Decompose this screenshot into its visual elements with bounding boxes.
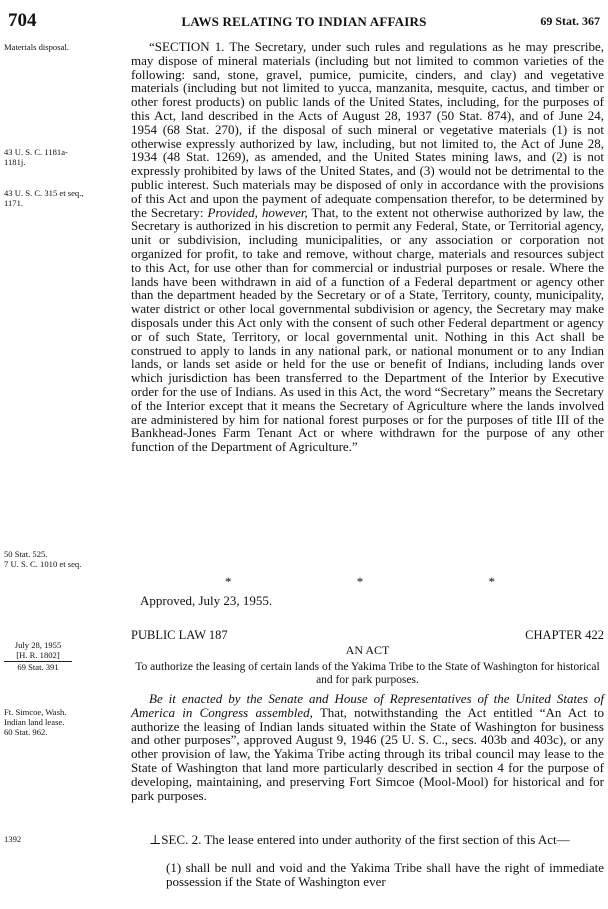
stat-citation: 69 Stat. 391 bbox=[17, 662, 59, 672]
margin-note-ft-simcoe bbox=[4, 707, 122, 737]
public-law-number: PUBLIC LAW 187 bbox=[131, 628, 228, 642]
enacting-section bbox=[131, 692, 604, 802]
act-purpose: To authorize the leasing of certain lands of the Yakima Tribe to the State of Washington for historical and for park purposes. bbox=[135, 661, 600, 686]
margin-note-stat-525: 50 Stat. 525. bbox=[4, 549, 48, 559]
margin-note-line: Ft. Simcoe, Wash. bbox=[4, 707, 67, 717]
provided-however: Provided, however, bbox=[207, 204, 308, 220]
margin-note-line: 60 Stat. 962. bbox=[4, 727, 48, 737]
enacting-clause: Be it enacted by the Senate and House of Representatives of the United States of America in Congress assembled, bbox=[131, 691, 604, 720]
margin-note-materials-disposal: Materials disposal. bbox=[4, 42, 69, 52]
section-separator-stars bbox=[225, 574, 495, 590]
margin-note-line: 43 U. S. C. 315 et seq., bbox=[4, 188, 84, 198]
page-header bbox=[0, 10, 608, 32]
chapter-number: CHAPTER 422 bbox=[525, 628, 604, 642]
bill-number: [H. R. 1802] bbox=[16, 649, 60, 660]
star: * bbox=[225, 574, 232, 589]
section-1 bbox=[131, 40, 604, 454]
enacting-body: That, notwithstanding the Act entitled “An Act to authorize the leasing of Indian lands situated within the State of Washington for business and other purposes”, approved August 9, 1946 (25 U. S. C., secs. 403b and 403c), or any other provision of law, the Yakima Tribe acting through its tribal council may lease to the State of Washington that land more particularly described in section 4 for the purpose of developing, maintaining, and preserving Fort Simcoe (Mool-Mool) for historical and for park purposes. bbox=[131, 704, 605, 803]
section-1-text-a: “SECTION 1. The Secretary, under such rules and regulations as he may prescribe, may dispose of mineral materials (including but not limited to common varieties of the following: sand, stone, gravel, pumice, pumicite, cinders, and clay) and vegetative materials (including but not limited to yucca, manzanita, mesquite, cactus, and timber or other forest products) on public lands of the United States, including, for the purposes of this Act, land described in the Acts of August 28, 1937 (50 Stat. 874), and of June 24, 1954 (68 Stat. 270), if the disposal of such mineral or vegetative materials (1) is not otherwise expressly authorized by law, including, but not limited to, the Act of June 28, 1934 (48 Stat. 1269), as amended, and the United States mining laws, and (2) is not expressly prohibited by laws of the United States, and (3) would not be detrimental to the public interest. Such materials may be disposed of only in accordance with the provisions of this Act and upon the payment of adequate compensation therefor, to be determined by the Secretary: bbox=[131, 39, 604, 220]
margin-note-line: 1181j. bbox=[4, 157, 26, 167]
approved-line: Approved, July 23, 1955. bbox=[140, 593, 273, 608]
margin-note-page-1392: 1392 bbox=[4, 834, 22, 844]
enactment-date: July 28, 1955 bbox=[14, 640, 62, 650]
margin-note-usc-315 bbox=[4, 188, 122, 208]
margin-note-usc-1010: 7 U. S. C. 1010 et seq. bbox=[4, 559, 82, 569]
section-1-text bbox=[131, 40, 604, 454]
margin-note-line: 43 U. S. C. 1181a- bbox=[4, 147, 68, 157]
margin-note-line: Indian land lease. bbox=[4, 717, 65, 727]
enacting-text bbox=[131, 692, 604, 802]
section-2 bbox=[131, 833, 604, 847]
section-1-text-b: That, to the extent not otherwise authorized by law, the Secretary is authorized in his discretion to permit any Federal, State, or Territorial agency, unit or subdivision, including municipalities, or any association or corporation not organized for profit, to take and remove, without charge, materials and resources subject to this Act, for use other than for commercial or industrial purposes or resale. Where the lands have been withdrawn in aid of a function of a Federal department or agency other than the department headed by the Secretary or of a State, Territory, county, municipality, water district or other local governmental subdivision or agency, the Secretary may make disposals under this Act only with the consent of such other Federal department or agency or of such State, Territory, or local governmental unit. Nothing in this Act shall be construed to apply to lands in any national park, or national monument or to any Indian lands, or lands set aside or held for the use or benefit of Indians, including lands over which jurisdiction has been transferred to the Department of the Interior by Executive order for the use of Indians. As used in this Act, the word “Secretary” means the Secretary of the Interior except that it means the Secretary of Agriculture where the lands involved are administered by him for national forest purposes or for the purposes of title III of the Bankhead-Jones Farm Tenant Act or where withdrawn for the purpose of any other function of the Department of Agriculture.” bbox=[131, 204, 604, 455]
clause-1 bbox=[166, 861, 604, 889]
enactment-date-box bbox=[4, 641, 72, 673]
an-act-heading: AN ACT bbox=[345, 643, 390, 657]
page-number: 704 bbox=[8, 10, 37, 31]
running-head: LAWS RELATING TO INDIAN AFFAIRS bbox=[181, 14, 427, 29]
clause-1-text: (1) shall be null and void and the Yakima Tribe shall have the right of immediate possession if the State of Washington ever bbox=[166, 860, 604, 889]
star: * bbox=[356, 574, 364, 589]
margin-note-usc-1181a bbox=[4, 147, 122, 167]
margin-note-line: 1171. bbox=[4, 198, 24, 208]
stat-reference: 69 Stat. 367 bbox=[540, 14, 600, 28]
star: * bbox=[488, 574, 495, 589]
section-2-text: ⊥SEC. 2. The lease entered into under authority of the first section of this Act— bbox=[149, 832, 570, 847]
